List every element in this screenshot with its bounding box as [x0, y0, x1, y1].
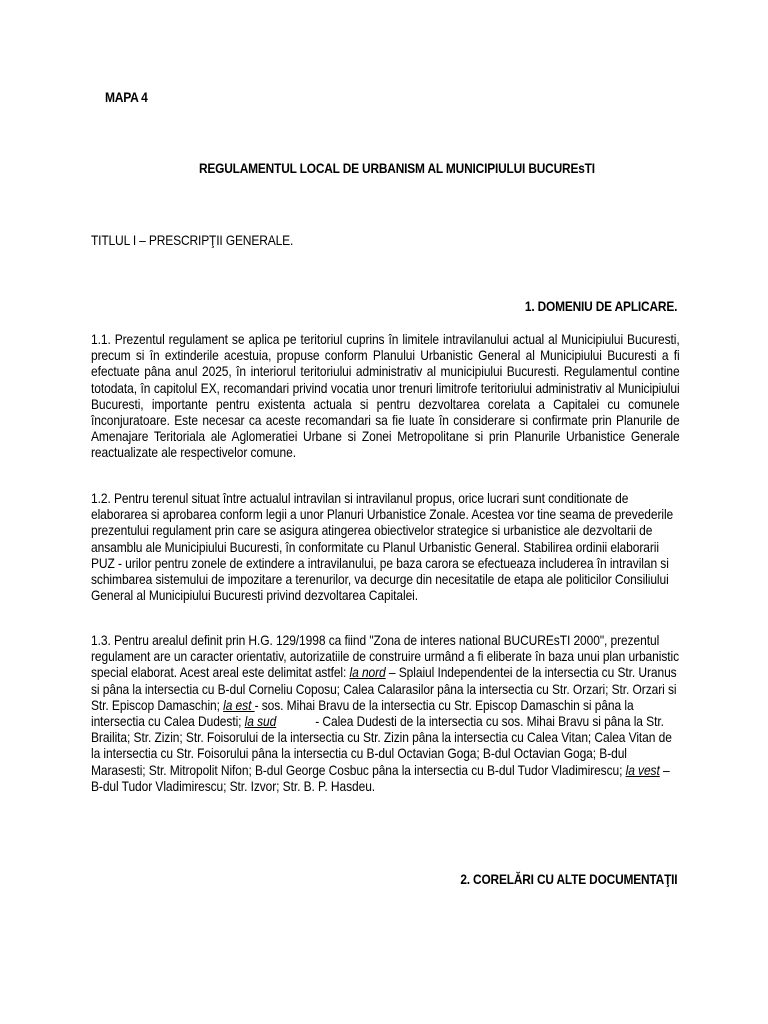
label-la-nord: la nord [349, 664, 386, 681]
section-1-heading [498, 298, 677, 314]
label-la-vest: la vest [625, 761, 660, 778]
paragraph-1-1: 1.1. Prezentul regulament se aplica pe teritoriul cuprins în limitele intravilanului actual al Municipiului Bucuresti, precum si în extinderile acestuia, propuse conform Planului Urbanistic General al Municipiului Bucuresti a fi efectuate pâna anul 2025, în interiorul teritoriului administrativ al municipiului Bucuresti. Regulamentul contine totodata, în capitolul EX, recomandari privind vocatia unor trenuri limitrofe teritoriului administrativ al Municipiului Bucuresti, importante pentru existenta actuala si pentru dezvoltarea corelata a Capitalei cu comunele înconjuratoare. Este necesar ca aceste recomandari sa fie luate în considerare si confirmate prin Planurile de Amenajare Teritoriala ale Aglomeratiei Urbane si Zonei Metropolitane si prin Planurile Urbanistice Generale reactualizate ale respectivelor comune. [91, 331, 680, 461]
text-la-est: - sos. Mihai Bravu de la intersectia cu Str. Episcop Damaschin si pâna la intersectia cu Calea Dudesti; [91, 696, 634, 730]
label-la-est: la est [223, 696, 255, 713]
text-la-sud: - Calea Dudesti de la intersectia cu sos. Mihai Bravu si pâna la Str. Brailita; Str. Zizin; Str. Foisorului de la intersectia cu Str. Zizin pâna la intersectia cu Calea Vitan; Calea Vitan de la intersectia cu Str. Foisorului pâna la intersectia cu B-dul Octavian Goga; B-dul Octavian Goga; B-dul Marasesti; Str. Mitropolit Nifon; B-dul George Cosbuc pâna la intersectia cu B-dul Tudor Vladimirescu; [91, 713, 676, 778]
text-la-nord: – Splaiul Independentei de la intersectia cu Str. Uranus si pâna la intersectia cu B-dul Corneliu Coposu; Calea Calarasilor pâna la intersectia cu Str. Orzari; Str. Orzari si Str. Episcop Damaschin; [91, 664, 677, 713]
section-2-heading-text: 2. CORELĂRI CU ALTE DOCUMENTAŢII [459, 871, 677, 887]
text-la-vest: – B-dul Tudor Vladimirescu; Str. Izvor; Str. B. P. Hasdeu. [91, 761, 670, 794]
paragraph-1-2: 1.2. Pentru terenul situat între actualul intravilan si intravilanul propus, orice lucrari sunt conditionate de elaborarea si aprobarea conform legii a unor Planuri Urbanistice Zonale. Acestea vor tine seama de prevederile prezentului regulament prin care se asigura atingerea obiectivelor strategice si urbanistice ale dezvoltarii de ansamblu ale Municipiului Bucuresti, în conformitate cu Planul Urbanistic General. Stabilirea ordinii elaborarii PUZ - urilor pentru zonele de extindere a intravilanului, pe baza carora se efectueaza includerea în intravilan si schimbarea sistemului de impozitare a terenurilor, va decurge din necesitatile de etapa ale politicilor Consiliului General al Municipiului Bucuresti privind dezvoltarea Capitalei. [91, 490, 674, 604]
paragraph-1-3-intro: 1.3. Pentru arealul definit prin H.G. 129/1998 ca fiind "Zona de interes national BUCUREsTI 2000", prezentul regulament are un caracter orientativ, autorizatiile de construire urmând a fi eliberate în baza unui plan urbanistic special elaborat. Acest areal este delimitat astfel: [91, 632, 680, 681]
mapa-label: MAPA 4 [105, 89, 148, 105]
document-title [0, 160, 768, 176]
section-1-heading-text: 1. DOMENIU DE APLICARE. [524, 298, 677, 314]
document-title-text: REGULAMENTUL LOCAL DE URBANISM AL MUNICIPIULUI BUCUREsTI [199, 160, 595, 176]
titlul-heading: TITLUL I – PRESCRIPŢII GENERALE. [91, 232, 294, 248]
label-la-sud: la sud [244, 713, 277, 730]
section-2-heading [422, 871, 677, 887]
paragraph-1-3 [91, 632, 680, 794]
